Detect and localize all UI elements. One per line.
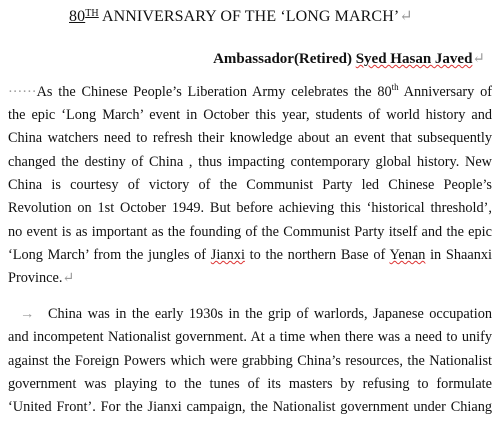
line-text: ‘Long March’ from the jungles of <box>8 246 211 263</box>
paragraph-line <box>8 303 492 326</box>
paragraph-line: changed the destiny of China , thus impacting contemporary global history. New <box>8 153 492 170</box>
paragraph-line: China is courtesy of victory of the Communist Party led Chinese People’s <box>8 176 492 193</box>
line-text: Anniversary of <box>398 83 493 100</box>
document-title <box>69 6 413 26</box>
paragraph-line: the epic ‘Long March’ event in October this year, students of world history and <box>8 107 492 124</box>
author-title: Ambassador(Retired) <box>213 51 352 67</box>
paragraph-line: Revolution on 1st October 1949. But before achieving this ‘historical threshold’, <box>8 200 492 217</box>
line-text: Province. <box>8 270 63 287</box>
line-text: China was in the early 1930s in the grip of warlords, Japanese occupation <box>48 306 492 322</box>
line-text: As the Chinese People’s Liberation Army celebrates the 80 <box>36 83 392 100</box>
tab-marker: → <box>20 306 35 322</box>
title-text: ANNIVERSARY OF THE ‘LONG MARCH’ <box>101 8 400 25</box>
paragraph-1 <box>8 76 492 290</box>
line-text: in Shaanxi <box>425 246 492 263</box>
paragraph-line: against the Foreign Powers which were grabbing China’s resources, the Nationalist <box>8 352 492 369</box>
paragraph-line <box>8 244 492 267</box>
misspelled-word: Yenan <box>389 246 426 263</box>
paragraph-line: no event is as important as the founding of the Communist Party itself and the epic <box>8 223 492 240</box>
paragraph-line: China watchers need to refresh their knowledge about an event that subsequently <box>8 130 492 147</box>
paragraph-2 <box>8 303 492 419</box>
line-text: to the northern Base of <box>244 246 390 263</box>
line-superscript: th <box>391 82 399 92</box>
misspelled-word: Jianxi <box>210 246 245 263</box>
title-number: 80 <box>69 8 86 25</box>
title-ordinal-suffix: TH <box>85 8 99 19</box>
indent-marker: ······ <box>8 83 37 100</box>
author-line <box>213 49 485 68</box>
paragraph-mark: ↵ <box>62 270 75 287</box>
author-name: Syed Hasan Javed <box>355 51 473 67</box>
paragraph-line: and incompetent Nationalist government. At a time when there was a need to unify <box>8 329 492 346</box>
paragraph-mark: ↵ <box>399 8 413 25</box>
paragraph-line: government was playing to the tunes of its masters by refusing to formulate <box>8 375 492 392</box>
paragraph-line: ‘United Front’. For the Jianxi campaign, the Nationalist government under Chiang <box>8 399 492 416</box>
paragraph-mark: ↵ <box>472 51 485 67</box>
paragraph-line <box>8 76 492 104</box>
paragraph-line <box>8 267 492 290</box>
